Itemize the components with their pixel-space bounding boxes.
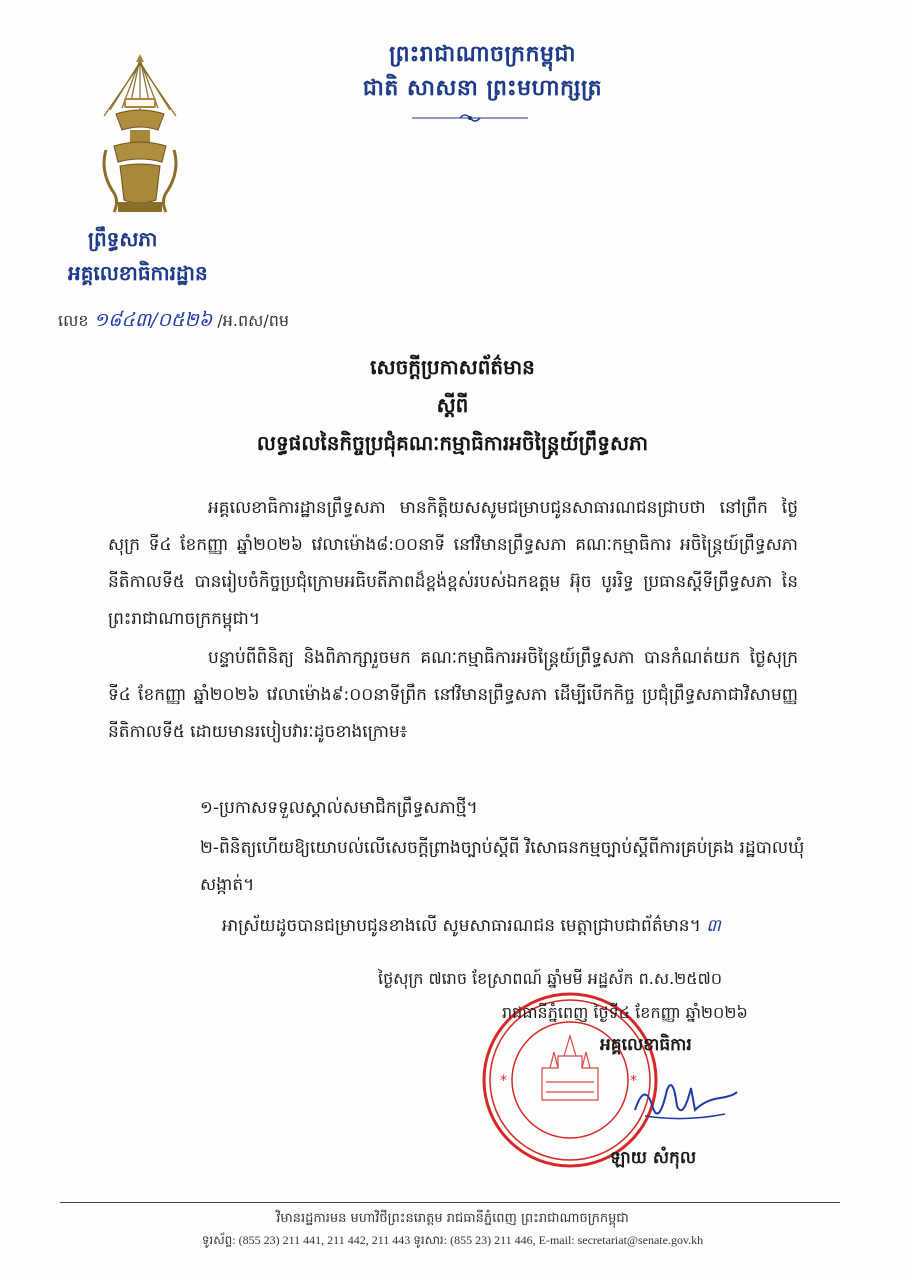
closing-sentence [222, 915, 721, 940]
announcement-subtitle-about: ស្តីពី [436, 393, 469, 417]
reference-number [58, 308, 289, 336]
signatory-name: ឡាយ សំកុល [610, 1148, 697, 1168]
announcement-subject: លទ្ធផលនៃកិច្ចប្រជុំគណៈកម្មាធិការអចិន្ត្រៃយ៍ព្រឹទ្ធសភា [256, 431, 649, 455]
footer-contact: ទូរស័ព្ទ: (855 23) 211 441, 211 442, 211 443 ទូរសារ: (855 23) 211 446, E-mail: secretariat@senate.gov.kh [201, 1233, 704, 1247]
reference-handwritten-number: ១៨៤៣/០៥២៦ [93, 309, 213, 331]
ornament-divider-icon [410, 112, 530, 124]
kingdom-heading: ព្រះរាជាណាចក្រកម្ពុជា [389, 42, 576, 67]
body-paragraph-2: បន្ទាប់ពីពិនិត្យ និងពិភាក្សារួចមក គណៈកម្មាធិការអចិន្ត្រៃយ៍ព្រឹទ្ធសភា បានកំណត់យក ថ្ងៃសុក្រ ទី៤ ខែកញ្ញា ឆ្នាំ២០២៦ វេលាម៉ោង៩:០០នាទីព្រឹក នៅវិមានព្រឹទ្ធសភា ដើម្បីបើកកិច្ច ប្រជុំព្រឹទ្ធសភាជាវិសាមញ្ញ នីតិកាលទី៥ ដោយមានរបៀបវារៈដូចខាងក្រោម៖ [108, 648, 798, 742]
agenda-item-2: ២-ពិនិត្យហើយឱ្យយោបល់លើសេចក្តីព្រាងច្បាប់ស្តីពី វិសោធនកម្មច្បាប់ស្តីពីការគ្រប់គ្រង រដ្ឋបាលឃុំ សង្កាត់។ [200, 838, 805, 895]
footer-address: វិមានរដ្ឋការមន មហាវិថីព្រះនរោត្តម រាជធានីភ្នំពេញ ព្រះរាជាណាចក្រកម្ពុជា [276, 1211, 629, 1226]
handwritten-initial: ៣ [706, 916, 721, 936]
national-motto: ជាតិ សាសនា ព្រះមហាក្សត្រ [362, 76, 603, 101]
closing-text: អាស្រ័យដូចបានជម្រាបជូនខាងលើ សូមសាធារណជន មេត្តាជ្រាបជាព័ត៌មាន។ [222, 916, 701, 936]
announcement-title: សេចក្តីប្រកាសព័ត៌មាន [370, 355, 535, 379]
reference-suffix: /អ.ពស/ពម [217, 311, 290, 330]
place-and-date: រាជធានីភ្នំពេញ ថ្ងៃទី៤ ខែកញ្ញា ឆ្នាំ២០២៦ [502, 1003, 748, 1022]
body-paragraph-1: អគ្គលេខាធិការដ្ឋានព្រឹទ្ធសភា មានកិត្តិយសសូមជម្រាបជូនសាធារណជនជ្រាបថា នៅព្រឹក ថ្ងៃសុក្រ ទី៤ ខែកញ្ញា ឆ្នាំ២០២៦ វេលាម៉ោង៨:០០នាទី នៅវិមានព្រឹទ្ធសភា គណៈកម្មាធិការ អចិន្ត្រៃយ៍ព្រឹទ្ធសភា នីតិកាលទី៥ បានរៀបចំកិច្ចប្រជុំក្រោមអធិបតីភាពដ៏ខ្ពង់ខ្ពស់របស់ឯកឧត្តម អ៊ុច បូររិទ្ធ ប្រធានស្តីទីព្រឹទ្ធសភា នៃព្រះរាជាណាចក្រកម្ពុជា។ [108, 498, 798, 629]
handwritten-signature-icon [625, 1070, 745, 1130]
footer-divider [60, 1202, 840, 1203]
signatory-position: អគ្គលេខាធិការ [600, 1035, 692, 1055]
organization-name: ព្រឹទ្ធសភា [88, 227, 158, 251]
svg-text:*: * [630, 1073, 637, 1089]
agenda-item-1: ១-ប្រកាសទទួលស្គាល់សមាជិកព្រឹទ្ធសភាថ្មី។ [200, 798, 478, 818]
reference-label: លេខ [58, 311, 89, 330]
lunar-date: ថ្ងៃសុក្រ ៧រោច ខែស្រាពណ៍ ឆ្នាំមមី អដ្ឋស័ក ព.ស.២៥៧០ [378, 969, 723, 988]
svg-text:*: * [500, 1073, 507, 1089]
organization-department: អគ្គលេខាធិការដ្ឋាន [68, 261, 208, 285]
